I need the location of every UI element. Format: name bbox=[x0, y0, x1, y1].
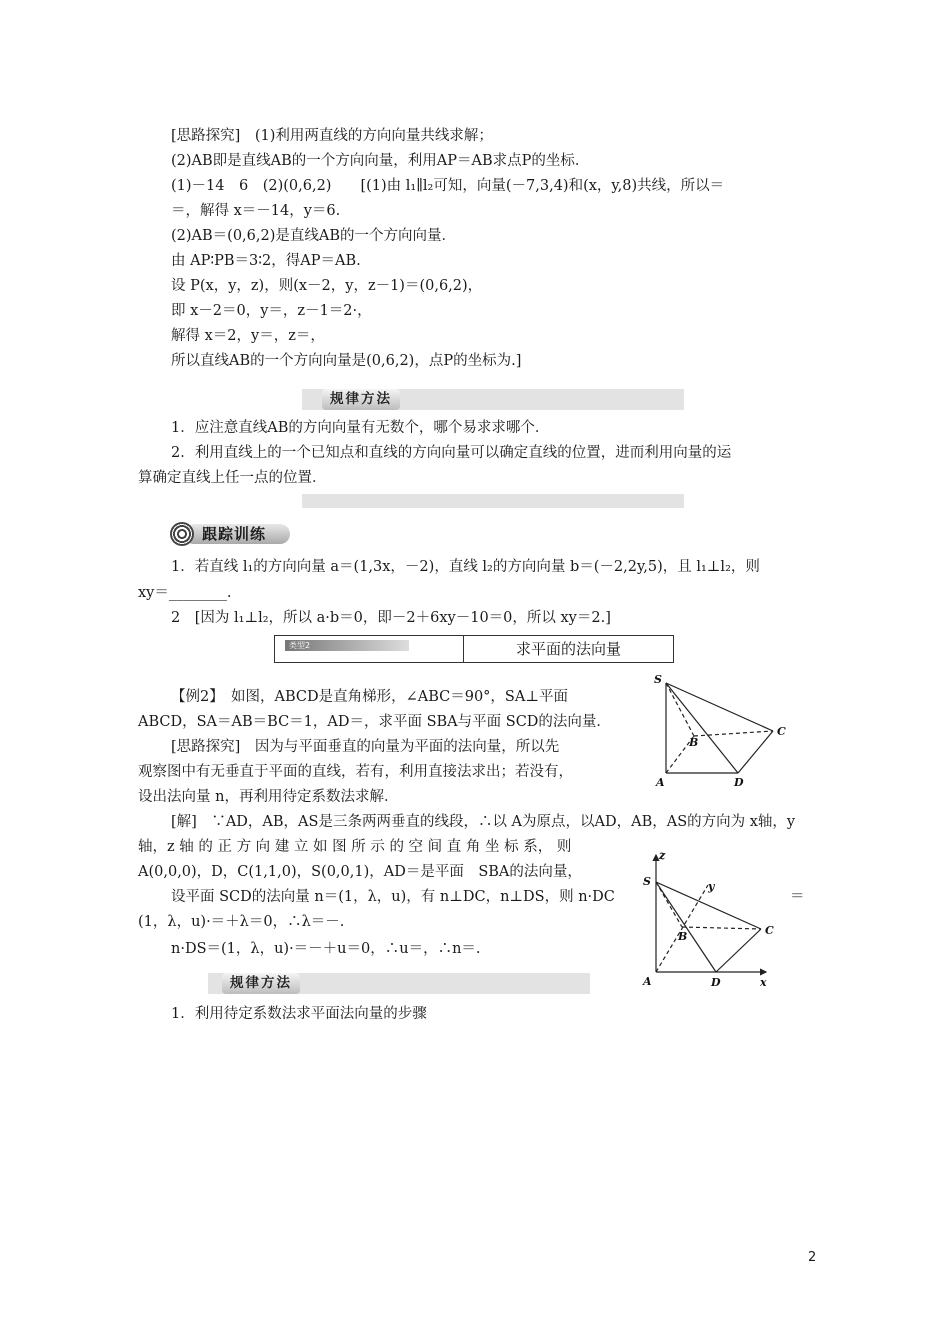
coordinate-figure bbox=[638, 845, 788, 995]
type-title: 求平面的法向量 bbox=[515, 640, 621, 658]
text-line: (1)－14 6 (2)(0,6,2) [(1)由 l₁∥l₂可知，向量(－7,3,4)和(x，y,8)共线，所以＝ bbox=[171, 178, 725, 194]
text-line: A(0,0,0)，D，C(1,1,0)，S(0,0,1)，AD＝是平面 SBA的法向量， bbox=[138, 864, 582, 880]
label-C: C bbox=[777, 725, 786, 738]
text-line: 所以直线AB的一个方向向量是(0,6,2)，点P的坐标为.] bbox=[171, 353, 522, 369]
divider-band bbox=[302, 494, 684, 508]
text-line: (1，λ，u)·＝＋λ＝0，∴λ＝－. bbox=[138, 914, 345, 930]
text-line: 【例2】 如图，ABCD是直角梯形，∠ABC＝90°，SA⊥平面 bbox=[171, 689, 568, 705]
axis-z-label: z bbox=[659, 849, 666, 862]
text-line: 设 P(x，y，z)，则(x－2，y，z－1)＝(0,6,2)， bbox=[171, 278, 483, 294]
method-banner-title: 规律方法 bbox=[322, 389, 400, 410]
pyramid-figure bbox=[648, 672, 798, 797]
text-line: 1．应注意直线AB的方向向量有无数个，哪个易求求哪个． bbox=[171, 420, 550, 436]
label-D: D bbox=[734, 776, 744, 789]
text-line: (2)AB＝(0,6,2)是直线AB的一个方向向量． bbox=[171, 228, 457, 244]
label-S: S bbox=[643, 875, 651, 888]
text-line: 解得 x＝2，y＝，z＝， bbox=[171, 328, 325, 344]
method-banner-title: 规律方法 bbox=[222, 973, 300, 994]
text-line: 1．若直线 l₁的方向向量 a＝(1,3x，－2)，直线 l₂的方向向量 b＝(－2,2y,5)，且 l₁⊥l₂，则 bbox=[171, 559, 760, 575]
text-line: 设平面 SCD的法向量 n＝(1，λ，u)，有 n⊥DC，n⊥DS，则 n·DC bbox=[171, 889, 615, 905]
text-line: 即 x－2＝0，y＝，z－1＝2·， bbox=[171, 303, 372, 319]
text-line: [思路探究] (1)利用两直线的方向向量共线求解； bbox=[171, 128, 493, 144]
label-D: D bbox=[711, 976, 721, 989]
text-line: 1．利用待定系数法求平面法向量的步骤 bbox=[171, 1006, 427, 1022]
text-line: 观察图中有无垂直于平面的直线，若有，利用直接法求出；若没有， bbox=[138, 764, 573, 780]
axis-y-label: y bbox=[708, 880, 715, 893]
axis-x-label: x bbox=[760, 976, 767, 989]
page-number: 2 bbox=[808, 1250, 817, 1265]
text-line: ABCD，SA＝AB＝BC＝1，AD＝，求平面 SBA与平面 SCD的法向量． bbox=[138, 714, 611, 730]
type-tag-cell bbox=[275, 636, 464, 662]
label-A: A bbox=[643, 975, 652, 988]
text-line: [解] ∵AD，AB，AS是三条两两垂直的线段，∴以 A为原点，以AD，AB，AS的方向为 x轴，y bbox=[171, 814, 796, 830]
label-B: B bbox=[678, 930, 688, 943]
text-line: 由 AP∶PB＝3∶2，得AP＝AB. bbox=[171, 253, 361, 269]
text-line: 轴，z 轴 的 正 方 向 建 立 如 图 所 示 的 空 间 直 角 坐 标 系， 则 bbox=[138, 839, 572, 855]
text-line: 算确定直线上任一点的位置． bbox=[138, 470, 327, 486]
text-line: (2)AB即是直线AB的一个方向向量，利用AP＝AB求点P的坐标． bbox=[171, 153, 590, 169]
text-line: 设出法向量 n，再利用待定系数法求解． bbox=[138, 789, 399, 805]
tracking-header bbox=[170, 522, 290, 548]
label-S: S bbox=[654, 673, 662, 686]
text-line: n·DS＝(1，λ，u)·＝－＋u＝0，∴u＝，∴n＝. bbox=[171, 941, 481, 957]
text-line: 2．利用直线上的一个已知点和直线的方向向量可以确定直线的位置，进而利用向量的运 bbox=[171, 445, 732, 461]
label-A: A bbox=[656, 776, 665, 789]
section-type-box bbox=[274, 635, 674, 663]
label-B: B bbox=[689, 736, 699, 749]
target-icon bbox=[170, 522, 194, 546]
text-line: [思路探究] 因为与平面垂直的向量为平面的法向量，所以先 bbox=[171, 739, 560, 755]
text-line: ＝ bbox=[790, 889, 805, 905]
text-line: xy＝________. bbox=[138, 585, 232, 601]
method-banner bbox=[208, 973, 590, 994]
label-C: C bbox=[765, 924, 774, 937]
type-tag: 类型2 bbox=[285, 640, 409, 651]
tracking-title: 跟踪训练 bbox=[202, 525, 267, 543]
text-line: 2 [因为 l₁⊥l₂，所以 a·b＝0，即－2＋6xy－10＝0，所以 xy＝2.] bbox=[171, 610, 611, 626]
text-line: ＝，解得 x＝－14，y＝6. bbox=[171, 203, 341, 219]
method-banner bbox=[302, 389, 684, 410]
